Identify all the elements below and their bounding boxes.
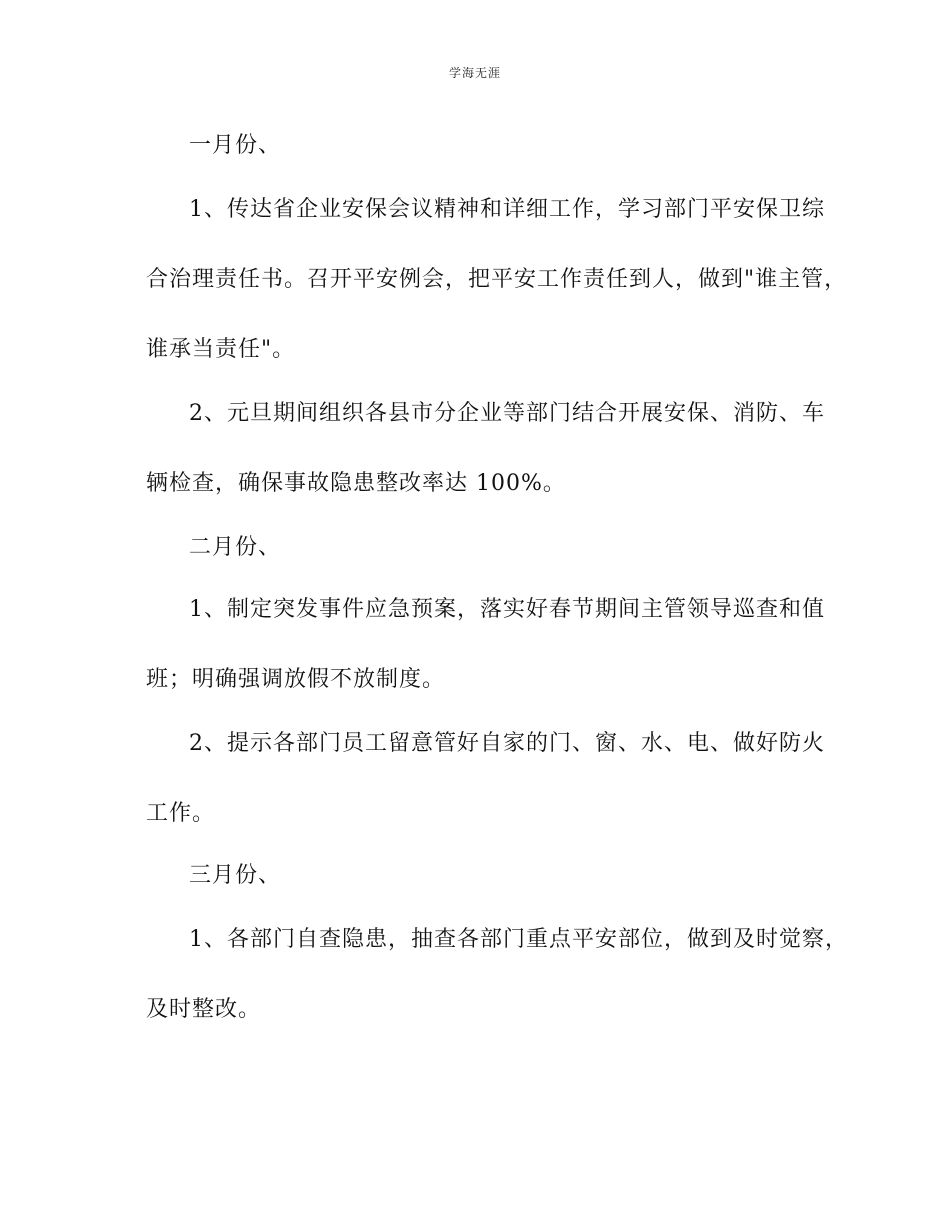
month-heading-march: 三月份、	[189, 863, 282, 888]
paragraph-line: 1、各部门自查隐患，抽查各部门重点平安部位，做到及时觉察，	[189, 927, 848, 952]
month-heading-february: 二月份、	[189, 535, 282, 560]
paragraph-line: 2、提示各部门员工留意管好自家的门、窗、水、电、做好防火	[189, 731, 825, 756]
paragraph-line: 1、制定突发事件应急预案，落实好春节期间主管领导巡查和值	[189, 597, 825, 622]
paragraph-line: 谁承当责任"。	[146, 337, 296, 362]
paragraph-line: 1、传达省企业安保会议精神和详细工作，学习部门平安保卫综	[189, 197, 825, 222]
month-heading-january: 一月份、	[189, 133, 282, 158]
paragraph-line: 工作。	[146, 801, 216, 826]
paragraph-line: 辆检查，确保事故隐患整改率达 100%。	[146, 471, 566, 496]
paragraph-line: 合治理责任书。召开平安例会，把平安工作责任到人，做到"谁主管，	[146, 267, 848, 292]
paragraph-line: 及时整改。	[146, 997, 262, 1022]
paragraph-line: 2、元旦期间组织各县市分企业等部门结合开展安保、消防、车	[189, 401, 825, 426]
page-header: 学海无涯	[448, 66, 501, 80]
paragraph-line: 班；明确强调放假不放制度。	[146, 667, 446, 692]
